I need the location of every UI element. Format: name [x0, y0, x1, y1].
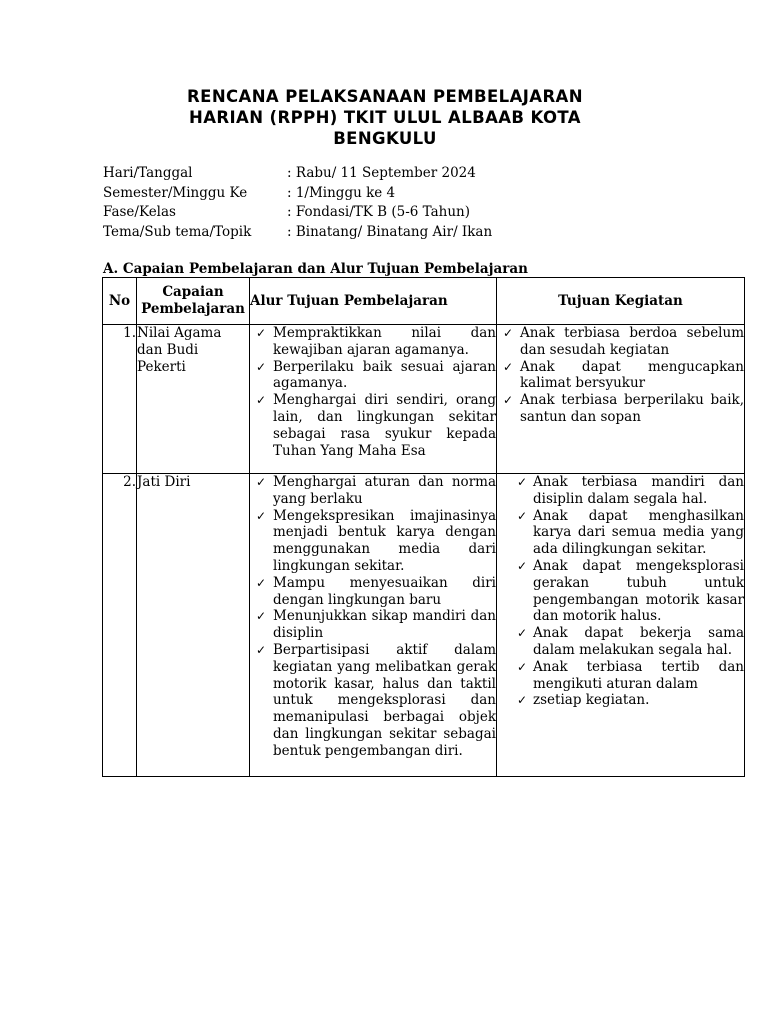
header-tujuan-kegiatan: Tujuan Kegiatan — [497, 278, 745, 325]
tk-item: ✓ zsetiap kegiatan. — [497, 692, 744, 709]
info-label: Semester/Minggu Ke — [103, 184, 248, 201]
atp-list — [250, 325, 496, 459]
row-alur-tujuan — [250, 325, 497, 474]
row-alur-tujuan — [250, 474, 497, 777]
learning-table — [102, 277, 745, 777]
info-row-semester — [103, 184, 492, 204]
section-heading: A. Capaian Pembelajaran dan Alur Tujuan Pembelajaran — [103, 261, 528, 277]
row-number: 2. — [103, 474, 137, 777]
tk-list — [497, 325, 744, 426]
tk-item: ✓ Anak terbiasa mandiri dan disiplin dalam segala hal. — [497, 474, 744, 508]
title-line: HARIAN (RPPH) TKIT ULUL ALBAAB KOTA — [189, 108, 581, 127]
row-number: 1. — [103, 325, 137, 474]
atp-item: ✓ Menghargai aturan dan norma yang berlaku — [250, 474, 496, 508]
atp-item: ✓ Berperilaku baik sesuai ajaran agamanya. — [250, 359, 496, 393]
tk-list — [497, 474, 744, 709]
table-row — [103, 474, 745, 777]
tk-item: ✓ Anak terbiasa tertib dan mengikuti aturan dalam — [497, 659, 744, 693]
info-row-theme — [103, 223, 492, 243]
atp-item: ✓ Mampu menyesuaikan diri dengan lingkungan baru — [250, 575, 496, 609]
header-capaian-line2: Pembelajaran — [141, 301, 245, 317]
tk-item: ✓ Anak dapat mengucapkan kalimat bersyukur — [497, 359, 744, 393]
info-label: Hari/Tanggal — [103, 165, 193, 181]
header-no: No — [103, 278, 137, 325]
atp-item: ✓ Menghargai diri sendiri, orang lain, dan lingkungan sekitar sebagai rasa syukur kepada Tuhan Yang Maha Esa — [250, 392, 496, 459]
info-label: Fase/Kelas — [103, 204, 176, 220]
header-alur-tujuan: Alur Tujuan Pembelajaran — [250, 278, 497, 325]
header-capaian — [137, 278, 250, 325]
tk-item: ✓ Anak dapat menghasilkan karya dari semua media yang ada dilingkungan sekitar. — [497, 508, 744, 558]
row-tujuan-kegiatan — [497, 325, 745, 474]
tk-item: ✓ Anak dapat mengeksplorasi gerakan tubuh untuk pengembangan motorik kasar dan motorik halus. — [497, 558, 744, 625]
tk-item: ✓ Anak terbiasa berperilaku baik, santun dan sopan — [497, 392, 744, 426]
atp-item: ✓ Menunjukkan sikap mandiri dan disiplin — [250, 608, 496, 642]
info-value: : Rabu/ 11 September 2024 — [287, 165, 476, 181]
atp-list — [250, 474, 496, 760]
info-block — [103, 164, 492, 242]
atp-item: ✓ Mengekspresikan imajinasinya menjadi bentuk karya dengan menggunakan media dari lingkungan sekitar. — [250, 508, 496, 575]
tk-item: ✓ Anak dapat bekerja sama dalam melakukan segala hal. — [497, 625, 744, 659]
atp-item: ✓ Mempraktikkan nilai dan kewajiban ajaran agamanya. — [250, 325, 496, 359]
info-value: : Binatang/ Binatang Air/ Ikan — [287, 223, 493, 240]
table-header-row — [103, 278, 745, 325]
title-line: RENCANA PELAKSANAAN PEMBELAJARAN — [187, 87, 583, 106]
info-value: : 1/Minggu ke 4 — [287, 184, 396, 201]
row-tujuan-kegiatan — [497, 474, 745, 777]
info-label: Tema/Sub tema/Topik — [103, 223, 252, 240]
atp-item: ✓ Berpartisipasi aktif dalam kegiatan yang melibatkan gerak motorik kasar, halus dan taktil untuk mengeksplorasi dan memanipulasi berbagai objek dan lingkungan sekitar sebagai bentuk pengembangan diri. — [250, 642, 496, 760]
info-row-date — [103, 164, 492, 184]
tk-item: ✓ Anak terbiasa berdoa sebelum dan sesudah kegiatan — [497, 325, 744, 359]
header-capaian-line1: Capaian — [162, 284, 224, 301]
row-capaian: Jati Diri — [137, 474, 250, 777]
info-value: : Fondasi/TK B (5-6 Tahun) — [287, 204, 471, 220]
document-title — [140, 86, 630, 149]
info-row-class — [103, 203, 492, 223]
table-row — [103, 325, 745, 474]
row-capaian: Nilai Agama dan Budi Pekerti — [137, 325, 250, 474]
title-line: BENGKULU — [333, 129, 437, 148]
